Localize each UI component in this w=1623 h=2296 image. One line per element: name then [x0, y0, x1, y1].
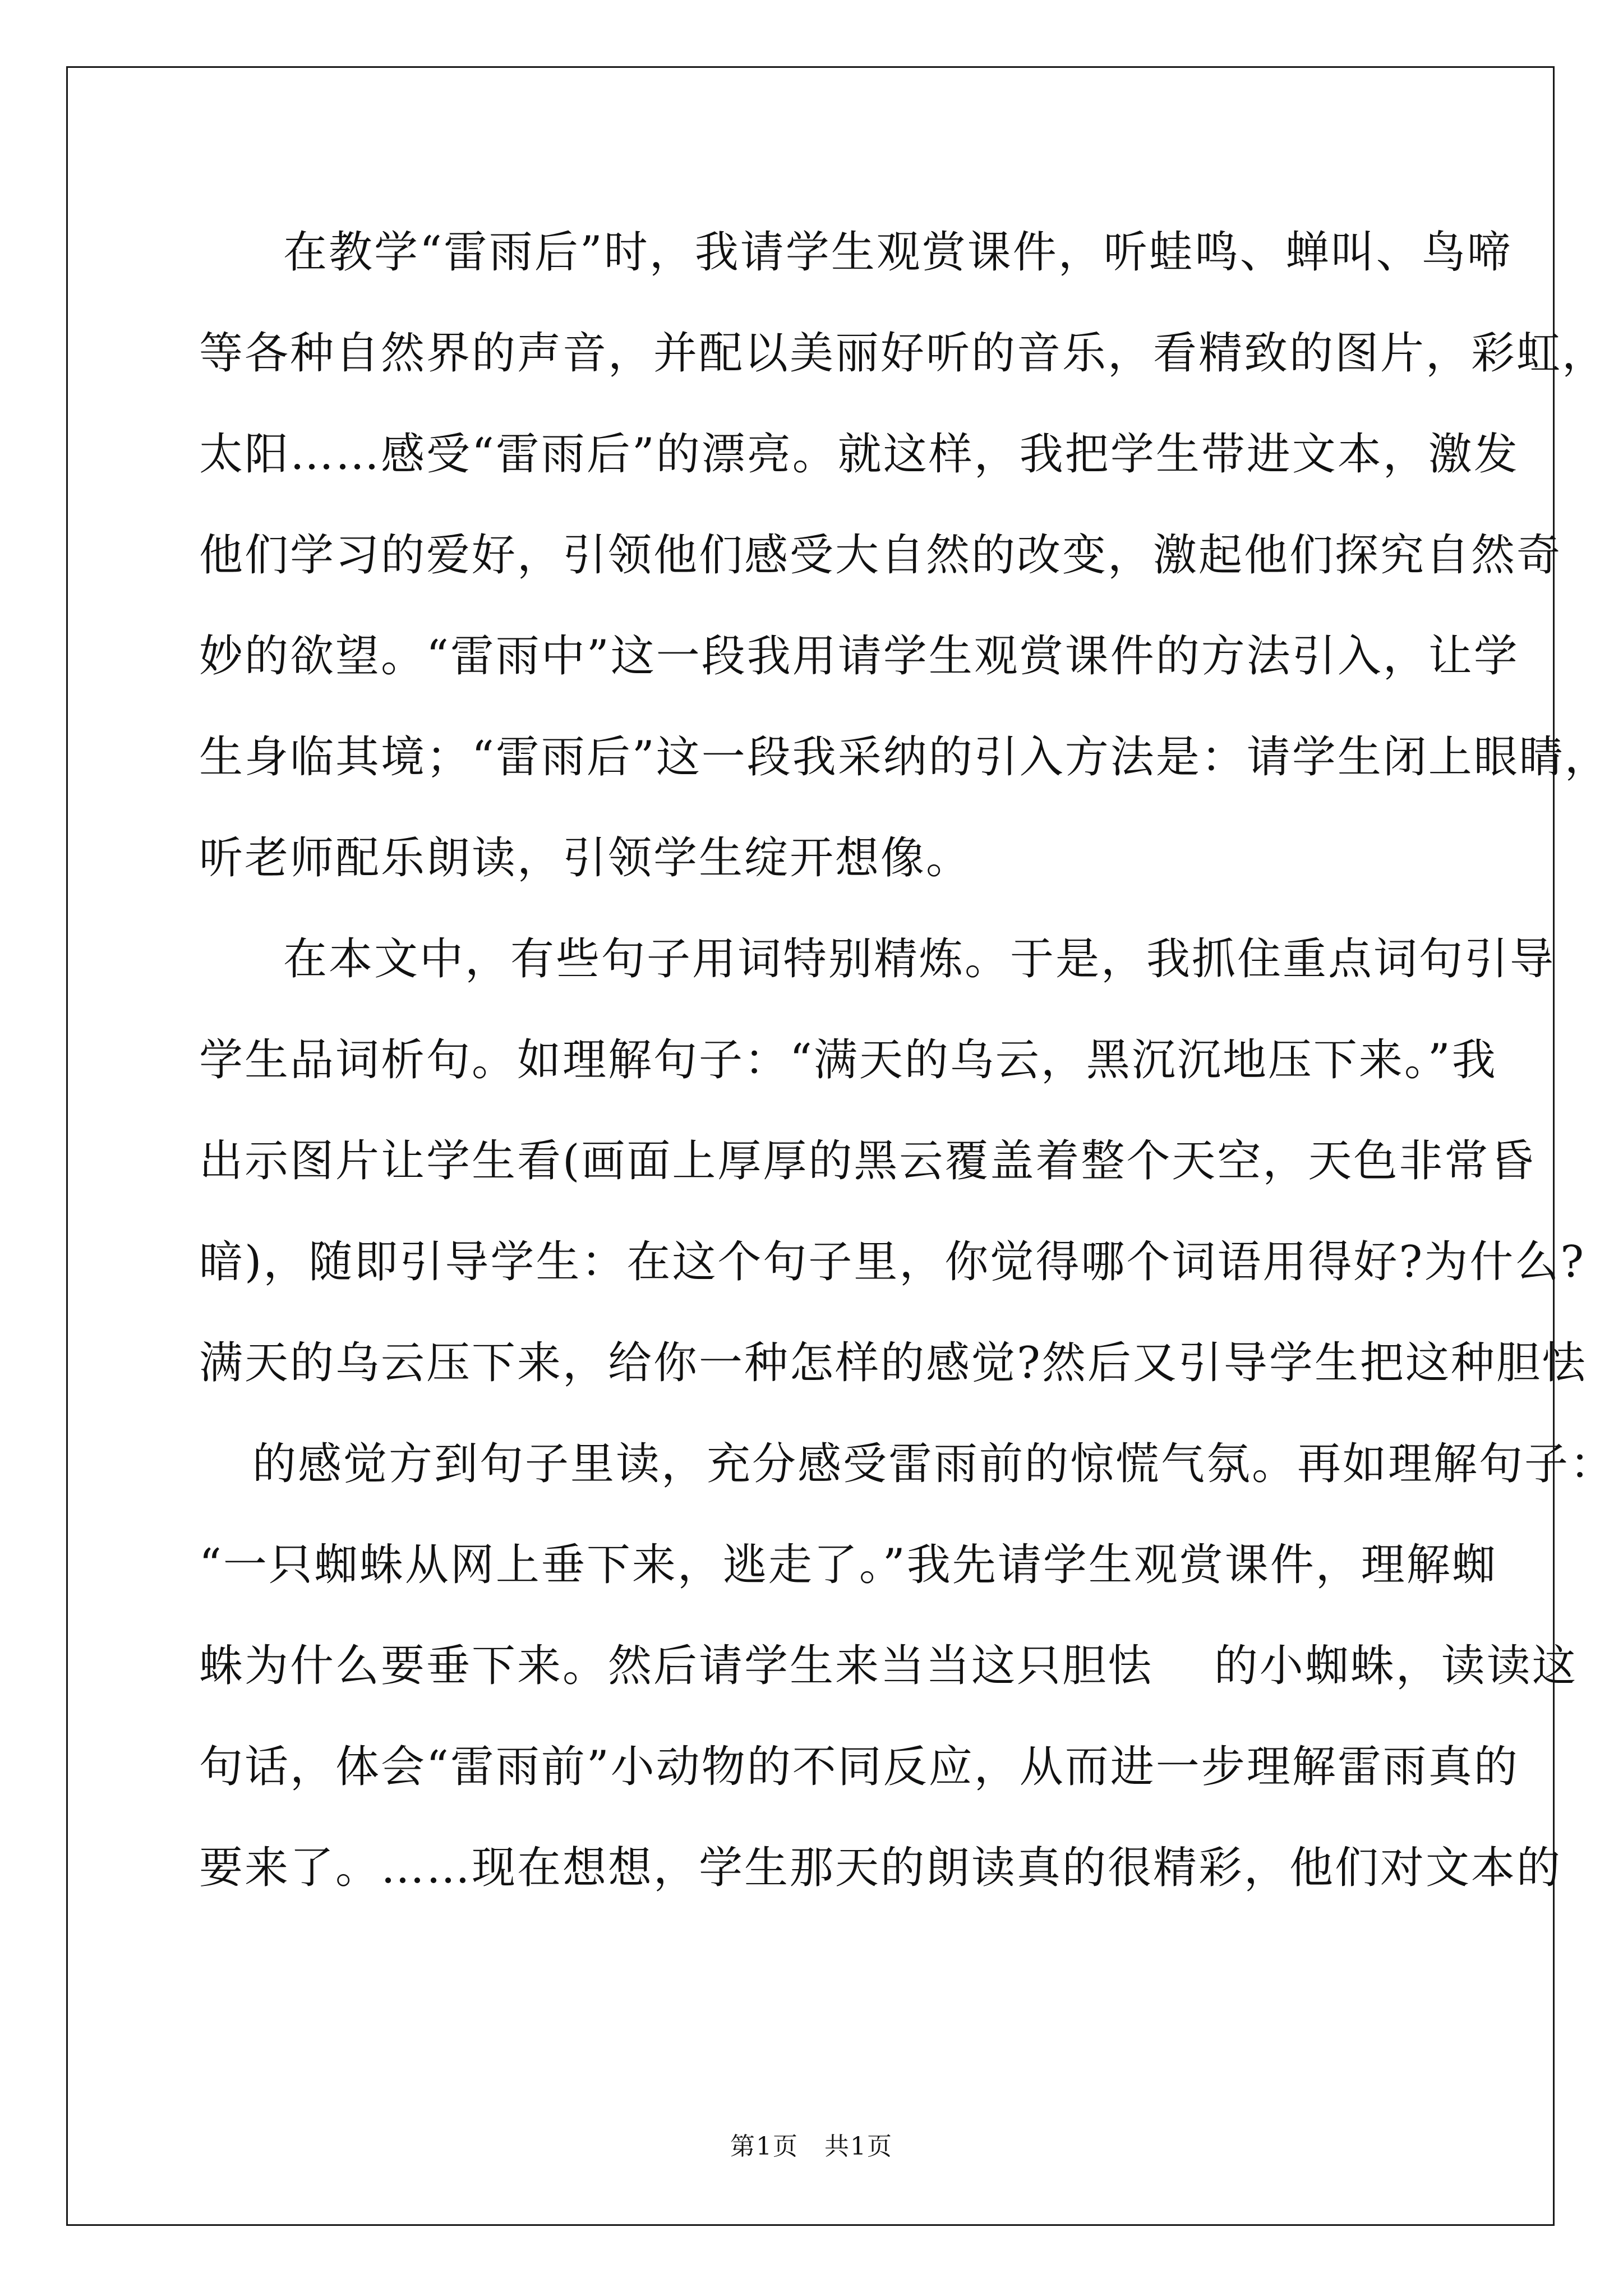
page-footer: 第1页 共1页: [730, 2132, 893, 2161]
paragraph-2-line-7: “一只蜘蛛从网上垂下来，逃走了。”我先请学生观赏课件，理解蜘: [199, 1540, 1497, 1590]
paragraph-1-line-2: 等各种自然界的声音，并配以美丽好听的音乐，看精致的图片，彩虹，: [199, 328, 1608, 379]
paragraph-2-line-10: 要来了。……现在想想，学生那天的朗读真的很精彩，他们对文本的: [199, 1843, 1562, 1893]
paragraph-1-line-1: 在教学“雷雨后”时，我请学生观赏课件，听蛙鸣、蝉叫、鸟啼: [283, 227, 1513, 278]
paragraph-2-line-3: 出示图片让学生看(画面上厚厚的黑云覆盖着整个天空，天色非常昏: [199, 1136, 1536, 1186]
paragraph-2-line-2: 学生品词析句。如理解句子：“满天的乌云，黑沉沉地压下来。”我: [199, 1035, 1497, 1085]
paragraph-2-line-4: 暗)，随即引导学生：在这个句子里，你觉得哪个词语用得好?为什么?: [199, 1237, 1586, 1287]
paragraph-2-line-1: 在本文中，有些句子用词特别精炼。于是，我抓住重点词句引导: [283, 934, 1556, 984]
paragraph-1-line-4: 他们学习的爱好，引领他们感受大自然的改变，激起他们探究自然奇: [199, 530, 1562, 581]
paragraph-1-line-6: 生身临其境；“雷雨后”这一段我采纳的引入方法是：请学生闭上眼睛，: [199, 732, 1610, 783]
paragraph-2-line-8: 蛛为什么要垂下来。然后请学生来当当这只胆怯 的小蜘蛛，读读这: [199, 1641, 1578, 1691]
paragraph-1-line-3: 太阳……感受“雷雨后”的漂亮。就这样，我把学生带进文本，激发: [199, 429, 1519, 480]
paragraph-2-line-5: 满天的乌云压下来，给你一种怎样的感觉?然后又引导学生把这种胆怯: [199, 1338, 1587, 1388]
paragraph-2-line-9: 句话，体会“雷雨前”小动物的不同反应，从而进一步理解雷雨真的: [199, 1742, 1519, 1792]
paragraph-2-line-6: 的感觉方到句子里读，充分感受雷雨前的惊慌气氛。再如理解句子：: [252, 1439, 1616, 1489]
paragraph-1-line-5: 妙的欲望。“雷雨中”这一段我用请学生观赏课件的方法引入，让学: [199, 631, 1519, 682]
paragraph-1-line-7: 听老师配乐朗读，引领学生绽开想像。: [199, 833, 972, 884]
